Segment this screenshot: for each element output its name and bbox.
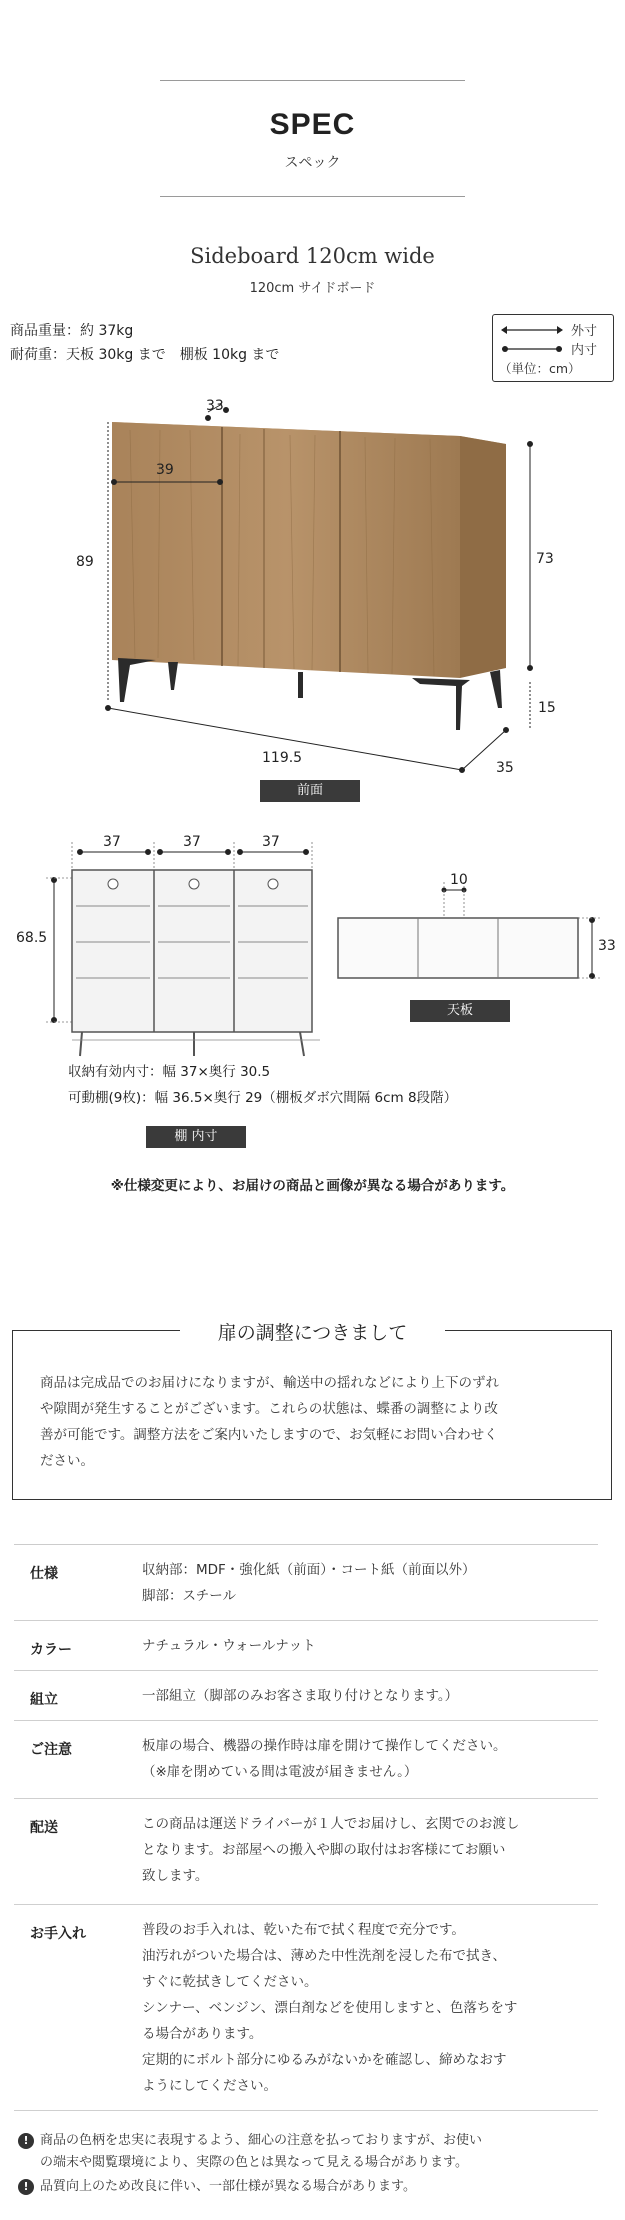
header-bottom-rule — [160, 196, 465, 197]
sideboard-front-panel — [112, 422, 460, 678]
shelf-inner-illustration — [0, 830, 340, 1060]
spec-value — [124, 1721, 598, 1798]
spec-value — [124, 1621, 598, 1670]
spec-table — [14, 1544, 598, 2111]
spec-line: 収納部：MDF・強化紙（前面）・コート紙（前面以外） — [142, 1562, 476, 1578]
spec-row-materials — [14, 1545, 598, 1621]
dim-width: 119.5 — [262, 750, 303, 766]
dim-col-3: 37 — [262, 834, 280, 850]
spec-label: カラー — [30, 1642, 72, 1658]
spec-line: この商品は運送ドライバーが１人でお届けし、玄関でのお渡し — [142, 1816, 520, 1832]
footnote-line: 品質向上のため改良に伴い、一部仕様が異なる場合があります。 — [40, 2179, 416, 2194]
dim-total-height: 89 — [76, 554, 94, 570]
exclamation-icon: ! — [18, 2133, 34, 2149]
spec-line: 脚部：スチール — [142, 1588, 236, 1604]
sideboard-side-panel — [460, 436, 506, 678]
spec-value — [124, 1545, 598, 1620]
spec-row-care — [14, 1905, 598, 2111]
spec-row-color — [14, 1621, 598, 1671]
storage-inner-size: 収納有効内寸：幅 37×奥行 30.5 — [68, 1064, 271, 1080]
inner-view-tag: 棚 内寸 — [146, 1126, 246, 1148]
legend-inner-label: 内寸 — [571, 343, 598, 358]
dim-col-2: 37 — [183, 834, 201, 850]
spec-line: ようにしてください。 — [142, 2078, 277, 2094]
dimension-legend — [492, 314, 614, 382]
inner-arrow-icon — [501, 344, 563, 354]
dim-top-slot: 10 — [450, 872, 468, 888]
product-load: 耐荷重：天板 30kg まで 棚板 10kg まで — [10, 347, 280, 363]
door-notice-line: ださい。 — [40, 1453, 94, 1469]
spec-row-caution — [14, 1721, 598, 1799]
dim-door-width: 39 — [156, 462, 174, 478]
product-name-ja: 120cm サイドボード — [249, 281, 376, 296]
legend-outer-label: 外寸 — [571, 324, 598, 339]
spec-label: 組立 — [30, 1692, 58, 1708]
top-board-outline — [338, 918, 578, 978]
dim-top-depth: 33 — [598, 938, 616, 954]
spec-row-delivery — [14, 1799, 598, 1905]
spec-line: る場合があります。 — [142, 2026, 263, 2042]
front-view-tag: 前面 — [260, 780, 360, 802]
spec-label: 仕様 — [30, 1566, 58, 1582]
spec-value — [124, 1905, 598, 2110]
cabinet-outline — [72, 870, 312, 1032]
door-notice-title-text: 扉の調整につきまして — [217, 1322, 408, 1344]
spec-line: すぐに乾拭きしてください。 — [142, 1974, 318, 1990]
spec-line: 定期的にボルト部分にゆるみがないかを確認し、締めなおす — [142, 2052, 507, 2068]
page-title: SPEC — [269, 108, 356, 141]
spec-line: ナチュラル・ウォールナット — [142, 1638, 316, 1654]
spec-line: となります。お部屋への搬入や脚の取付はお客様にてお願い — [142, 1842, 506, 1858]
spec-line: 普段のお手入れは、乾いた布で拭く程度で充分です。 — [142, 1922, 465, 1938]
spec-value — [124, 1799, 598, 1904]
dim-leg-height: 15 — [538, 700, 556, 716]
exclamation-icon: ! — [18, 2179, 34, 2195]
spec-line: 油汚れがついた場合は、薄めた中性洗剤を浸した布で拭き、 — [142, 1948, 506, 1964]
header-top-rule — [160, 80, 465, 81]
spec-line: 致します。 — [142, 1868, 209, 1884]
footnote-color — [18, 2130, 608, 2174]
legend-unit-label: （単位：cm） — [499, 361, 581, 376]
door-notice-body — [40, 1370, 600, 1474]
footnote-line: の端末や閲覧環境により、実際の色とは異なって見える場合があります。 — [40, 2155, 468, 2170]
dim-col-1: 37 — [103, 834, 121, 850]
top-view-tag: 天板 — [410, 1000, 510, 1022]
footnote-line: 商品の色柄を忠実に表現するよう、細心の注意を払っておりますが、お使い — [40, 2133, 483, 2148]
spec-line: シンナー、ベンジン、漂白剤などを使用しますと、色落ちをす — [142, 2000, 518, 2016]
spec-label: お手入れ — [30, 1926, 86, 1942]
outer-arrow-icon — [501, 325, 563, 335]
top-board-illustration — [330, 860, 625, 1020]
dim-door-top: 33 — [206, 398, 224, 414]
door-notice-line: 商品は完成品でのお届けになりますが、輸送中の揺れなどにより上下のずれ — [40, 1375, 499, 1391]
spec-change-note: ※仕様変更により、お届けの商品と画像が異なる場合があります。 — [110, 1178, 515, 1194]
spec-value — [124, 1671, 598, 1720]
spec-line: 一部組立（脚部のみお客さま取り付けとなります。） — [142, 1688, 459, 1704]
door-notice-title — [180, 1318, 445, 1345]
dim-depth: 35 — [496, 760, 514, 776]
spec-label: ご注意 — [30, 1742, 72, 1758]
spec-label: 配送 — [30, 1820, 58, 1836]
door-notice-line: や隙間が発生することがございます。これらの状態は、蝶番の調整により改 — [40, 1401, 498, 1417]
product-weight: 商品重量：約 37kg — [10, 323, 134, 339]
door-notice-line: 善が可能です。調整方法をご案内いたしますので、お気軽にお問い合わせく — [40, 1427, 498, 1443]
product-name-en: Sideboard 120cm wide — [190, 244, 435, 268]
spec-line: （※扉を閉めている間は電波が届きません。） — [142, 1764, 418, 1780]
dim-body-height: 73 — [536, 551, 554, 567]
sideboard-front-illustration — [0, 390, 625, 810]
dim-inner-height: 68.5 — [16, 930, 48, 946]
spec-line: 板扉の場合、機器の操作時は扉を開けて操作してください。 — [142, 1738, 507, 1754]
spec-row-assembly — [14, 1671, 598, 1721]
movable-shelves-size: 可動棚(9枚)：幅 36.5×奥行 29（棚板ダボ穴間隔 6cm 8段階） — [68, 1090, 458, 1106]
footnote-spec — [18, 2176, 608, 2198]
page-subtitle: スペック — [284, 155, 341, 171]
